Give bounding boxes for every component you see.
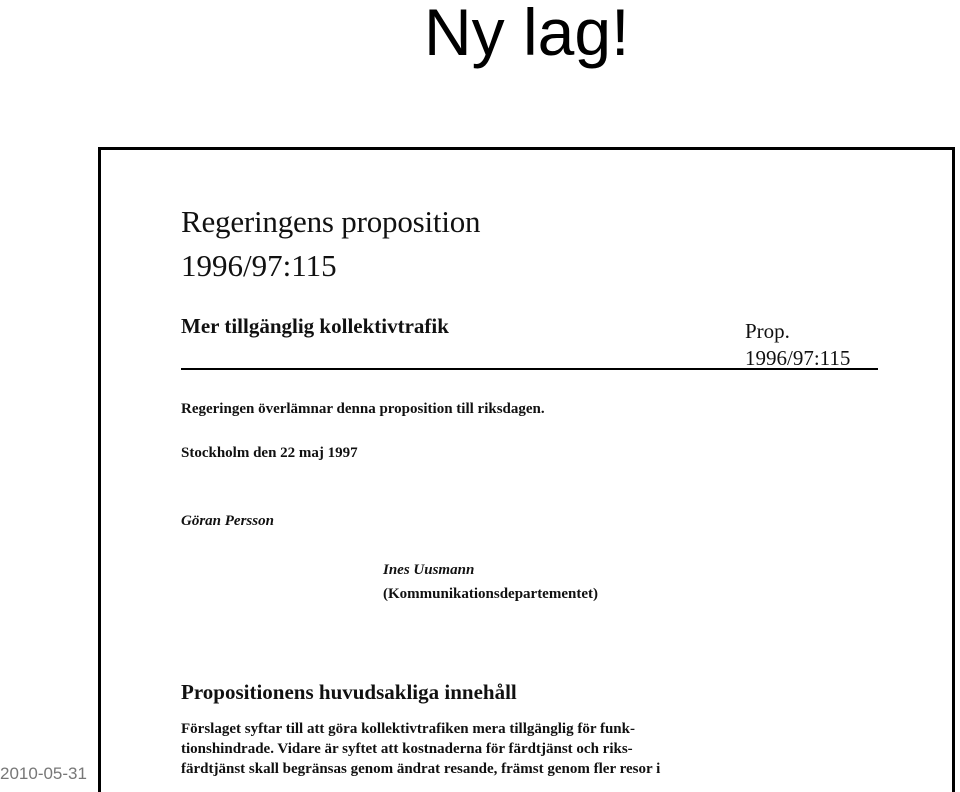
slide-date: 2010-05-31 <box>0 764 87 783</box>
signature-prime-minister: Göran Persson <box>181 513 274 529</box>
slide-title: Ny lag! <box>424 0 630 69</box>
body-line: tionshindrade. Vidare är syftet att kostnaderna för färdtjänst och riks- <box>181 741 633 757</box>
header-rule <box>181 368 878 370</box>
document-image <box>98 147 955 792</box>
body-text <box>181 719 741 779</box>
prop-label: Prop. <box>745 319 790 343</box>
signature-minister: Ines Uusmann <box>383 562 475 578</box>
document-subject: Mer tillgänglig kollektivtrafik <box>181 314 449 338</box>
section-heading: Propositionens huvudsakliga innehåll <box>181 680 517 704</box>
ministry-name: (Kommunikationsdepartementet) <box>383 586 598 602</box>
document-title: Regeringens proposition <box>181 204 481 239</box>
document-number: 1996/97:115 <box>181 248 337 283</box>
handover-statement: Regeringen överlämnar denna proposition till riksdagen. <box>181 401 545 417</box>
place-date: Stockholm den 22 maj 1997 <box>181 445 358 461</box>
body-line: Förslaget syftar till att göra kollektivtrafiken mera tillgänglig för funk- <box>181 721 635 737</box>
body-line: färdtjänst skall begränsas genom ändrat resande, främst genom fler resor i <box>181 761 661 777</box>
prop-number: 1996/97:115 <box>745 346 851 370</box>
